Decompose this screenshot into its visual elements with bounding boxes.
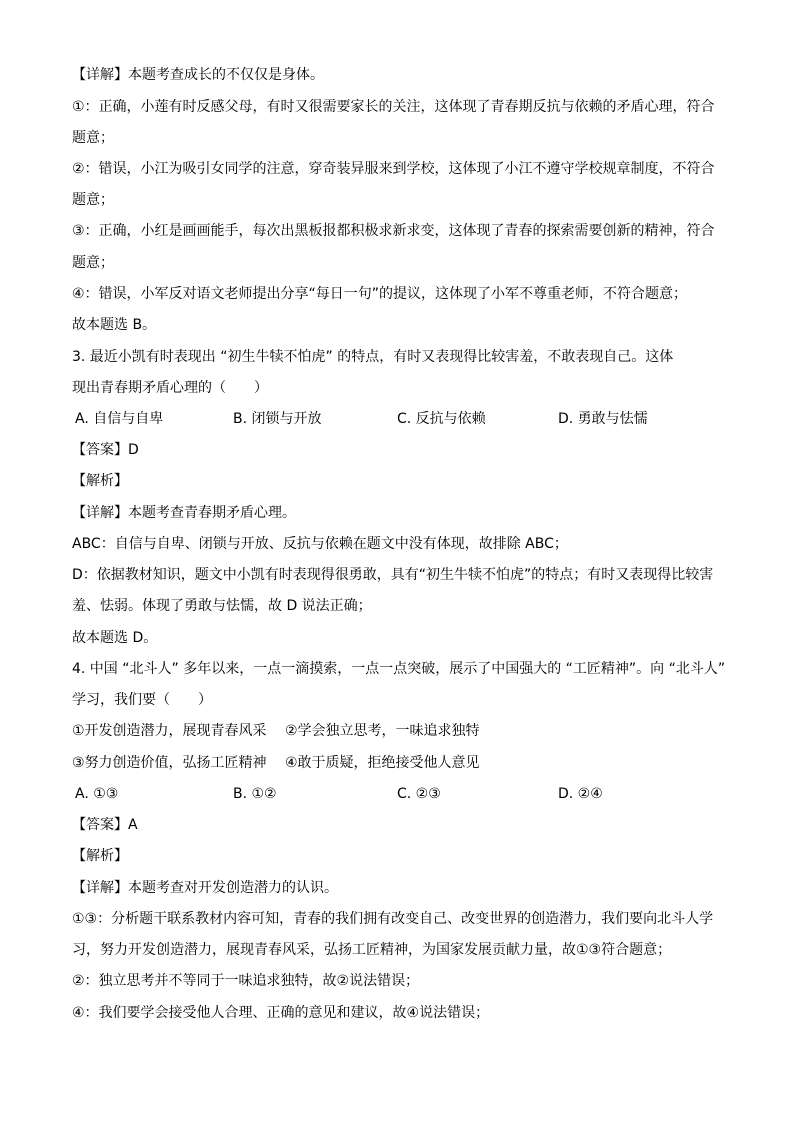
q4-option-d: D. ②④ xyxy=(558,786,603,802)
answer-label: 【答案】A xyxy=(72,817,138,833)
text-line: ①：正确，小莲有时反感父母，有时又很需要家长的关注，这体现了青春期反抗与依赖的矛盾心理，符合 xyxy=(72,99,715,115)
q3-option-c: C. 反抗与依赖 xyxy=(397,411,486,427)
text-line: ②：独立思考并不等同于一味追求独特，故②说法错误； xyxy=(72,973,420,989)
question-4-stem: 4. 中国 “北斗人” 多年以来，一点一滴摸索，一点一点突破，展示了中国强大的 “工匠精神”。向 “北斗人” xyxy=(72,661,726,677)
q4-option-b: B. ①② xyxy=(233,786,277,802)
q4-option-c: C. ②③ xyxy=(397,786,441,802)
question-3-stem: 现出青春期矛盾心理的（ ） xyxy=(72,380,268,396)
text-line: ①③：分析题干联系教材内容可知，青春的我们拥有改变自己、改变世界的创造潜力，我们要向北斗人学 xyxy=(72,911,714,927)
q3-option-a: A. 自信与自卑 xyxy=(75,411,164,427)
answer-label: 【答案】D xyxy=(72,442,139,458)
text-line: 题意； xyxy=(72,255,114,271)
question-3-stem: 3. 最近小凯有时表现出 “初生牛犊不怕虎” 的特点，有时又表现得比较害羞，不敢表现自己。这体 xyxy=(72,349,674,365)
text-line: 故本题选 B。 xyxy=(72,317,157,333)
text-line: D：依据教材知识，题文中小凯有时表现得很勇敢，具有“初生牛犊不怕虎”的特点；有时又表现得比较害 xyxy=(72,567,714,583)
question-4-statement: ①开发创造潜力，展现青春风采 ②学会独立思考，一味追求独特 xyxy=(72,723,480,739)
text-line: ③：正确，小红是画画能手，每次出黑板报都积极求新求变，这体现了青春的探索需要创新的精神，符合 xyxy=(72,223,715,239)
text-line: ④：我们要学会接受他人合理、正确的意见和建议，故④说法错误； xyxy=(72,1005,490,1021)
text-line: ②：错误，小江为吸引女同学的注意，穿奇装异服来到学校，这体现了小江不遵守学校规章制度，不符合 xyxy=(72,161,715,177)
text-line: 羞、怯弱。体现了勇敢与怯懦，故 D 说法正确； xyxy=(72,598,372,614)
text-line: 习，努力开发创造潜力，展现青春风采，弘扬工匠精神，为国家发展贡献力量，故①③符合题意； xyxy=(72,942,672,958)
text-line: 【详解】本题考查成长的不仅仅是身体。 xyxy=(72,67,324,83)
text-line: 题意； xyxy=(72,130,114,146)
text-line: 题意； xyxy=(72,192,114,208)
question-4-stem: 学习，我们要（ ） xyxy=(72,692,212,708)
q3-option-d: D. 勇敢与怯懦 xyxy=(558,411,648,427)
question-4-statement: ③努力创造价值，弘扬工匠精神 ④敢于质疑，拒绝接受他人意见 xyxy=(72,755,480,771)
text-line: ABC：自信与自卑、闭锁与开放、反抗与依赖在题文中没有体现，故排除 ABC； xyxy=(72,536,568,552)
q3-option-b: B. 闭锁与开放 xyxy=(233,411,322,427)
text-line: 【详解】本题考查对开发创造潜力的认识。 xyxy=(72,880,338,896)
q4-option-a: A. ①③ xyxy=(75,786,119,802)
text-line: ④：错误，小军反对语文老师提出分享“每日一句”的提议，这体现了小军不尊重老师，不符合题意； xyxy=(72,286,688,302)
analysis-label: 【解析】 xyxy=(72,848,128,864)
text-line: 【详解】本题考查青春期矛盾心理。 xyxy=(72,505,296,521)
text-line: 故本题选 D。 xyxy=(72,630,158,646)
analysis-label: 【解析】 xyxy=(72,473,128,489)
